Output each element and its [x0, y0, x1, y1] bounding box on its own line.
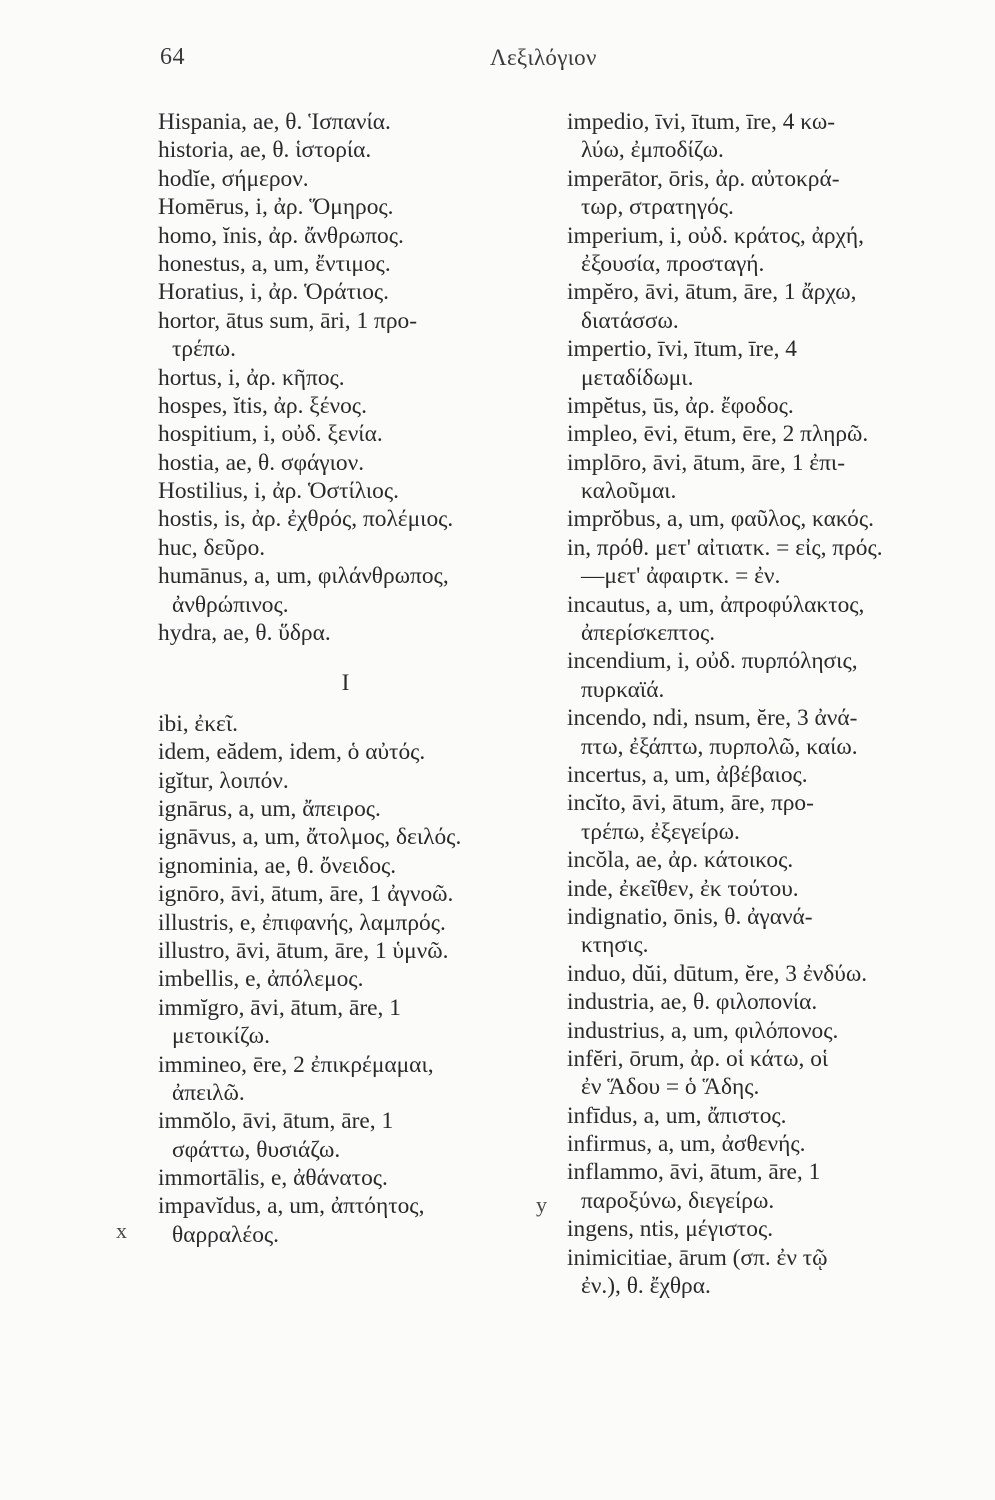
entry-line: τρέπω. — [172, 336, 236, 363]
entry-line: historia, ae, θ. ἱστορία. — [158, 137, 372, 164]
entry-line: imbellis, e, ἀπόλεμος. — [158, 966, 364, 993]
entry-line: Horatius, i, ἀρ. Ὁράτιος. — [158, 279, 389, 306]
entry-line: humānus, a, um, φιλάνθρωπος, — [158, 563, 449, 590]
entry-line: indignatio, ōnis, θ. ἀγανά- — [567, 903, 813, 930]
entry-line: τωρ, στρατηγός. — [581, 194, 734, 221]
entry-line: ignārus, a, um, ἄπειρος. — [158, 796, 381, 822]
entry-line: impedio, īvi, ītum, īre, 4 κω- — [567, 109, 835, 135]
entry-line: implōro, āvi, ātum, āre, 1 ἐπι- — [567, 449, 846, 476]
entry-line: idem, eădem, idem, ὁ αὐτός. — [158, 739, 426, 766]
entry-line: καλοῦμαι. — [581, 478, 677, 505]
entry-line: incertus, a, um, ἀβέβαιος. — [567, 761, 808, 788]
entry-line: παροξύνω, διεγείρω. — [581, 1187, 775, 1214]
entry-line: hospes, ĭtis, ἀρ. ξένος. — [158, 392, 367, 419]
entry-line: induo, dŭi, dūtum, ĕre, 3 ἐνδύω. — [567, 960, 868, 987]
entry-line: impĕro, āvi, ātum, āre, 1 ἄρχω, — [567, 279, 857, 306]
right-column — [567, 108, 972, 1300]
entry-line: ἐν.), θ. ἔχθρα. — [581, 1273, 711, 1300]
entry-line: hostis, is, ἀρ. ἐχθρός, πολέμιος. — [158, 506, 454, 533]
entry-line: incŏla, ae, ἀρ. κάτοικος. — [567, 847, 794, 874]
entry-line: imperium, i, οὐδ. κράτος, ἀρχή, — [567, 222, 864, 249]
entry-line: ἀπειλῶ. — [172, 1079, 245, 1106]
entry-line: incĭto, āvi, ātum, āre, προ- — [567, 790, 814, 817]
entry-line: μεταδίδωμι. — [581, 364, 694, 391]
entry-line: immortālis, e, ἀθάνατος. — [158, 1165, 388, 1192]
entry-line: ingens, ntis, μέγιστος. — [567, 1216, 774, 1243]
page-number: 64 — [160, 44, 185, 70]
entry-line: ἀπερίσκεπτος. — [581, 620, 716, 647]
entry-line: impavĭdus, a, um, ἀπτόητος, — [158, 1193, 425, 1220]
entry-line: honestus, a, um, ἔντιμος. — [158, 250, 391, 277]
entry-line: huc, δεῦρο. — [158, 534, 266, 561]
entry-line: imprŏbus, a, um, φαῦλος, κακός. — [567, 506, 874, 533]
entry-line: immineo, ēre, 2 ἐπικρέμαμαι, — [158, 1051, 434, 1078]
entry-line: inflammo, āvi, ātum, āre, 1 — [567, 1159, 821, 1186]
margin-mark-left: x — [116, 1218, 127, 1243]
entry-line: hydra, ae, θ. ὕδρα. — [158, 620, 331, 647]
entry-line: incendium, i, οὐδ. πυρπόλησις, — [567, 648, 858, 675]
entry-line: infirmus, a, um, ἀσθενής. — [567, 1131, 806, 1158]
entry-line: hortus, i, ἀρ. κῆπος. — [158, 364, 345, 391]
entry-line: imperātor, ōris, ἀρ. αὐτοκρά- — [567, 165, 840, 192]
entry-line: πτω, ἐξάπτω, πυρπολῶ, καίω. — [581, 733, 858, 760]
entry-line: ignāvus, a, um, ἄτολμος, δειλός. — [158, 824, 462, 851]
entry-line: inde, ἐκεῖθεν, ἐκ τούτου. — [567, 875, 799, 902]
entry-line: ἐξουσία, προσταγή. — [581, 250, 765, 277]
entry-line: igĭtur, λοιπόν. — [158, 767, 289, 794]
entry-line: immŏlo, āvi, ātum, āre, 1 — [158, 1108, 394, 1135]
entry-line: hospitium, i, οὐδ. ξενία. — [158, 421, 383, 448]
running-head: Λεξιλόγιον — [490, 45, 597, 70]
entry-line: ἐν Ἅδου = ὁ Ἅδης. — [581, 1074, 760, 1101]
entry-line: διατάσσω. — [581, 307, 679, 334]
entry-line: homo, ĭnis, ἀρ. ἄνθρωπος. — [158, 222, 404, 249]
entry-line: κτησις. — [581, 932, 649, 959]
left-entries-h — [158, 108, 538, 647]
entry-line: πυρκαϊά. — [581, 676, 665, 703]
entry-line: hortor, ātus sum, āri, 1 προ- — [158, 307, 418, 334]
entry-line: illustris, e, ἐπιφανής, λαμπρός. — [158, 909, 446, 936]
entry-line: immĭgro, āvi, ātum, āre, 1 — [158, 994, 401, 1021]
entry-line: infĕri, ōrum, ἀρ. οἱ κάτω, οἱ — [567, 1045, 829, 1072]
entry-line: incendo, ndi, nsum, ĕre, 3 ἀνά- — [567, 705, 858, 732]
left-column — [158, 108, 538, 1249]
entry-line: impĕtus, ūs, ἀρ. ἔφοδος. — [567, 392, 794, 419]
entry-line: —μετ' ἀφαιρτκ. = ἐν. — [581, 563, 781, 590]
entry-line: impertio, īvi, ītum, īre, 4 — [567, 336, 797, 363]
entry-line: ἀνθρώπινος. — [172, 591, 289, 618]
entry-line: hodĭe, σήμερον. — [158, 165, 309, 192]
entry-line: τρέπω, ἐξεγείρω. — [581, 818, 740, 845]
entry-line: ignominia, ae, θ. ὄνειδος. — [158, 852, 397, 879]
entry-line: θαρραλέος. — [172, 1221, 280, 1248]
entry-line: ibi, ἐκεῖ. — [158, 710, 238, 737]
entry-line: impleo, ēvi, ētum, ēre, 2 πληρῶ. — [567, 421, 869, 448]
entry-line: ignōro, āvi, ātum, āre, 1 ἀγνοῶ. — [158, 881, 454, 908]
entry-line: hostia, ae, θ. σφάγιον. — [158, 449, 365, 476]
entry-line: illustro, āvi, ātum, āre, 1 ὑμνῶ. — [158, 937, 449, 964]
left-entries-i — [158, 710, 538, 1249]
entry-line: industrius, a, um, φιλόπονος. — [567, 1017, 839, 1044]
entry-line: Hostilius, i, ἀρ. Ὁστίλιος. — [158, 478, 399, 505]
entry-line: infīdus, a, um, ἄπιστος. — [567, 1102, 787, 1129]
entry-line: inimicitiae, ārum (σπ. ἐν τῷ — [567, 1244, 828, 1271]
entry-line: σφάττω, θυσιάζω. — [172, 1136, 341, 1163]
entry-line: Homērus, i, ἀρ. Ὅμηρος. — [158, 194, 394, 221]
right-entries — [567, 108, 972, 1300]
entry-line: in, πρόθ. μετ' αἰτιατκ. = εἰς, πρός. — [567, 534, 883, 561]
entry-line: λύω, ἐμποδίζω. — [581, 137, 724, 164]
entry-line: incautus, a, um, ἀπροφύλακτος, — [567, 591, 865, 618]
entry-line: Hispania, ae, θ. Ἱσπανία. — [158, 109, 391, 135]
section-letter: I — [341, 670, 350, 697]
entry-line: industria, ae, θ. φιλοπονία. — [567, 989, 818, 1016]
margin-mark-right: y — [536, 1192, 547, 1217]
entry-line: μετοικίζω. — [172, 1023, 270, 1050]
